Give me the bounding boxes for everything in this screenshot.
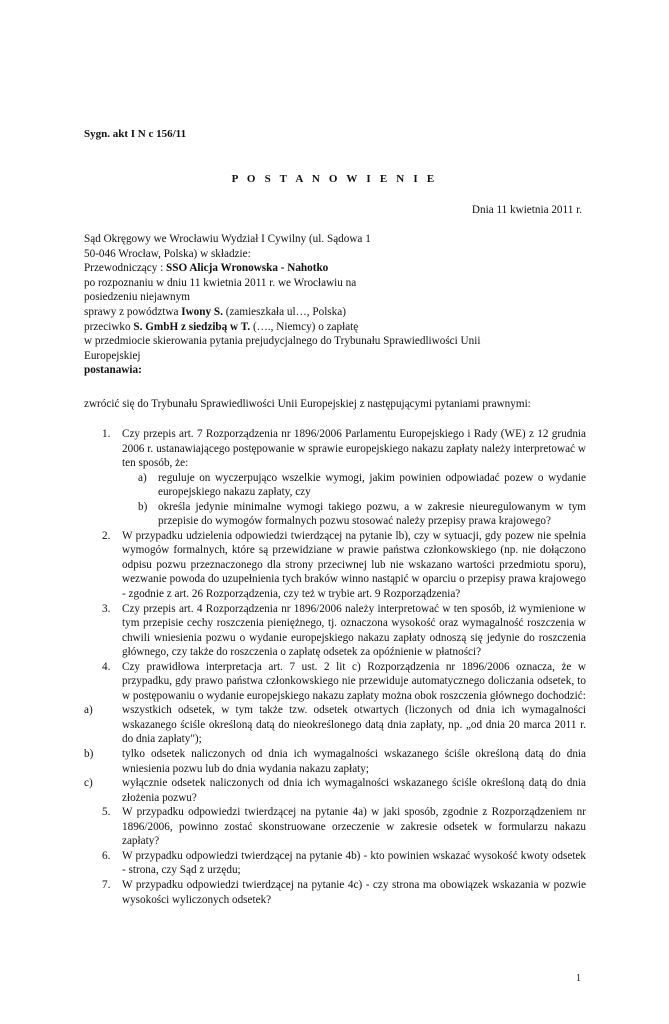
question-text: wszystkich odsetek, w tym także tzw. odsetek otwartych (liczonych od dnia ich wymagalności wskazanego ściśle określoną datą do nieokreślonego datą dnia zapłaty, np. „od dnia 20 marca 2011 r. do dnia zapłaty"); (122, 704, 586, 746)
question-3 (84, 602, 586, 660)
document-title: P O S T A N O W I E N I E (231, 173, 438, 185)
question-4a (84, 703, 586, 747)
case-signature: Sygn. akt I N c 156/11 (84, 128, 187, 140)
questions-list (84, 427, 586, 907)
document-date: Dnia 11 kwietnia 2011 r. (471, 204, 582, 216)
court-line: posiedzeniu niejawnym (84, 291, 190, 304)
court-line: Europejskiej (84, 349, 141, 362)
question-number: b) (84, 748, 94, 761)
question-number: 2. (102, 529, 111, 542)
page-number: 1 (576, 973, 581, 984)
question-4c (84, 776, 586, 805)
question-text: wyłącznie odsetek naliczonych od dnia ich wymagalności wskazanego ściśle określoną datą do dnia złożenia pozwu? (122, 777, 586, 804)
court-line: przeciwko S. GmbH z siedzibą w T. (…., Niemcy) o zapłatę (84, 320, 359, 333)
question-2 (84, 529, 586, 602)
question-number: 7. (102, 878, 111, 891)
question-number: c) (84, 777, 93, 790)
question-text: W przypadku odpowiedzi twierdzącej na pytanie 4b) - kto powinien wskazać wysokość kwoty odsetek - strona, czy Sąd z urzędu; (122, 849, 586, 877)
option-label: b) (138, 500, 148, 513)
question-number: 1. (102, 428, 111, 440)
question-text: W przypadku odpowiedzi twierdzącej na pytanie 4a) w jaki sposób, zgodnie z Rozporządzeniem nr 1896/2006, powinno zostać skonstruowane orzeczenie w zakresie odsetek w formularzu nakazu zapłaty? (122, 806, 586, 848)
question-number: 5. (102, 806, 111, 819)
question-6 (84, 849, 586, 878)
court-line: sprawy z powództwa Iwony S. (zamieszkała ul…, Polska) (84, 305, 346, 318)
question-number: a) (84, 704, 93, 717)
question-7 (84, 878, 586, 907)
question-text: W przypadku odpowiedzi twierdzącej na pytanie 4c) - czy strona ma obowiązek wskazania w pozwie wysokości wyliczonych odsetek? (122, 878, 586, 906)
question-1-option-a (138, 471, 586, 500)
question-text: W przypadku udzielenia odpowiedzi twierdzącej na pytanie lb), czy w sytuacji, gdy pozew nie spełnia wymogów formalnych, które są przewidziane w prawie państwa członkowskiego (np. nie dołączono odpisu pozwu przeznaczonego dla strony przeciwnej lub nie wskazano wartości przedmiotu sporu), wezwanie powoda do uzupełnienia tych braków winno nastąpić w oparciu o przepisy prawa krajowego - zgodnie z art. 26 Rozporządzenia, czy też w trybie art. 9 Rozporządzenia? (122, 529, 586, 601)
question-text: Czy przepis art. 4 Rozporządzenia nr 1896/2006 należy interpretować w ten sposób, iż wymienione w tym przepisie cechy roszczenia pieniężnego, tj. oznaczona wysokość oraz wymagalność roszczenia w chwili wniesienia pozwu o wydanie europejskiego nakazu zapłaty odnoszą się jedynie do roszczenia głównego, czy także do roszczenia o zapłatę odsetek za opóźnienie w płatności? (122, 602, 586, 659)
court-composition (84, 232, 564, 378)
court-line: 50-046 Wrocław, Polska) w składzie: (84, 247, 251, 260)
question-text: Czy przepis art. 7 Rozporządzenia nr 1896/2006 Parlamentu Europejskiego i Rady (WE) z 12 grudnia 2006 r. ustanawiającego postępowanie w sprawie europejskiego nakazu zapłaty należy interpretować w ten sposób, że: (122, 428, 586, 470)
court-line: Sąd Okręgowy we Wrocławiu Wydział I Cywilny (ul. Sądowa 1 (84, 233, 371, 245)
option-text: reguluje on wyczerpująco wszelkie wymogi, jakim powinien odpowiadać pozew o wydanie europejskiego nakazu zapłaty, czy (158, 471, 586, 499)
court-line: Przewodniczący : SSO Alicja Wronowska - Nahotko (84, 262, 329, 275)
question-number: 3. (102, 602, 111, 615)
court-line: w przedmiocie skierowania pytania prejudycjalnego do Trybunału Sprawiedliwości Unii (84, 335, 481, 348)
court-line: po rozpoznaniu w dniu 11 kwietnia 2011 r. we Wrocławiu na (84, 276, 357, 289)
question-text: Czy prawidłowa interpretacja art. 7 ust. 2 lit c) Rozporządzenia nr 1896/2006 oznacza, że w przypadku, gdy prawo państwa członkowskiego nie przewiduje automatycznego doliczania odsetek, to w postępowaniu o wydanie europejskiego nakazu zapłaty można obok roszczenia głównego dochodzić: (122, 660, 586, 702)
option-label: a) (138, 471, 147, 484)
question-number: 4. (102, 660, 111, 673)
question-number: 6. (102, 849, 111, 862)
intro-paragraph: zwrócić się do Trybunału Sprawiedliwości Unii Europejskiej z następującymi pytaniami prawnymi: (84, 398, 531, 410)
court-line: postanawia: (84, 364, 142, 377)
question-text: tylko odsetek naliczonych od dnia ich wymagalności wskazanego ściśle określoną datą do dnia wniesienia pozwu lub do dnia wydania nakazu zapłaty; (122, 748, 586, 775)
question-4 (84, 660, 586, 704)
question-5 (84, 805, 586, 849)
question-1-option-b (138, 500, 586, 529)
question-4b (84, 747, 586, 776)
question-1 (84, 427, 586, 471)
option-text: określa jedynie minimalne wymogi takiego pozwu, a w zakresie nieuregulowanym w tym przepisie do wymogów formalnych pozwu stosować należy przepisy prawa krajowego? (158, 500, 586, 528)
